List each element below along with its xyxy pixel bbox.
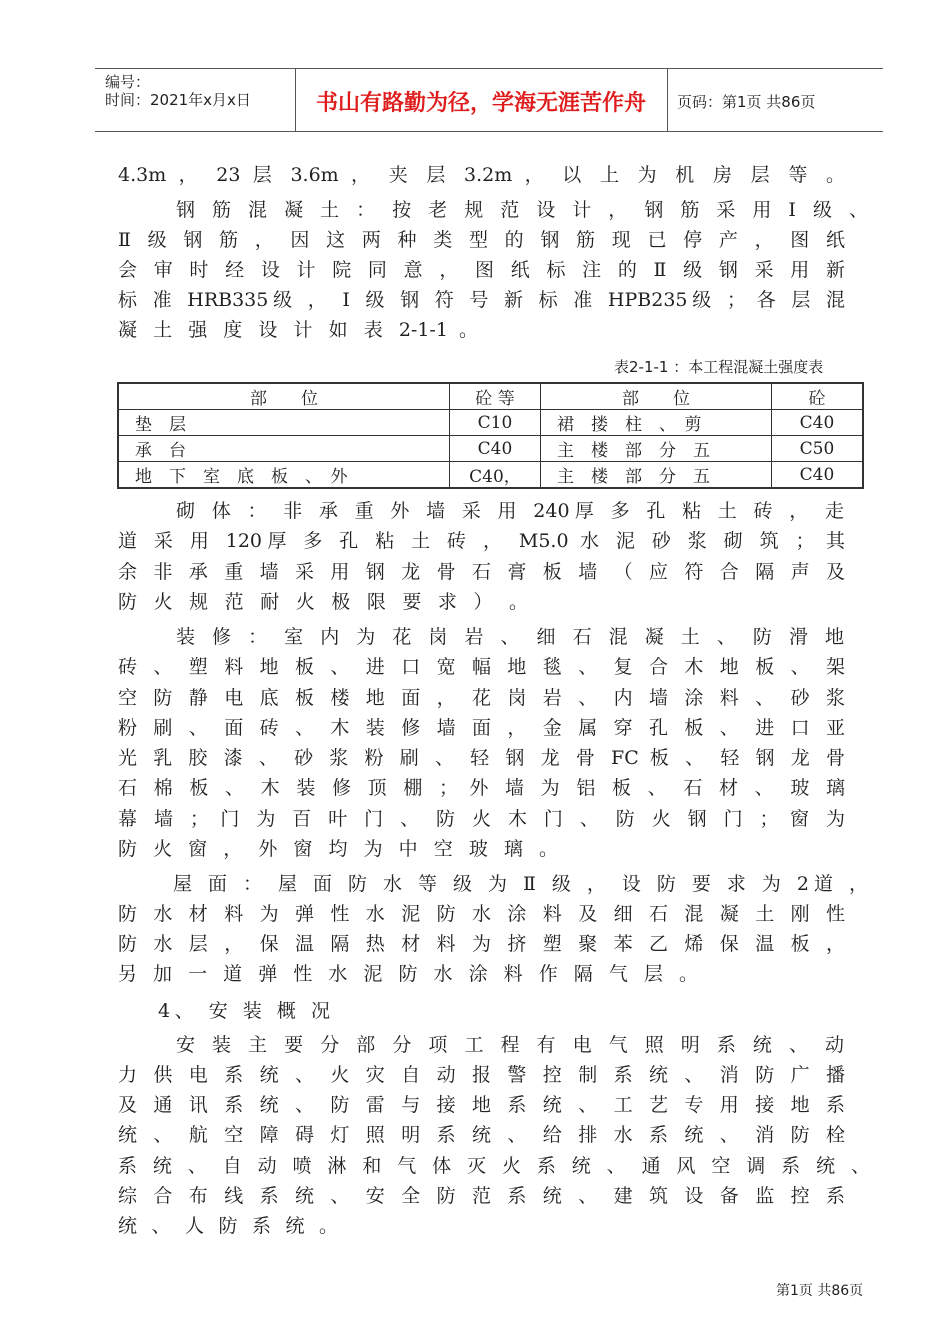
body-line: 防 火 窗 ， 外 窗 均 为 中 空 玻 璃 。 — [118, 838, 558, 860]
body-line: 防 水 材 料 为 弹 性 水 泥 防 水 涂 料 及 细 石 混 凝 土 刚 性 — [118, 903, 845, 925]
body-line: 另 加 一 道 弹 性 水 泥 防 水 涂 料 作 隔 气 层 。 — [118, 963, 698, 985]
header-motto: 书山有路勤为径，学海无涯苦作舟 — [315, 91, 646, 116]
table-cell: C40 — [772, 462, 864, 489]
body-line: Ⅱ 级 钢 筋 ， 因 这 两 种 类 型 的 钢 筋 现 已 停 产 ， 图 纸 — [118, 229, 845, 251]
table-caption: 表2-1-1 ：本工程混凝土强度表 — [614, 358, 824, 376]
section-heading: 4、 安 装 概 况 — [158, 1000, 330, 1022]
body-line: 凝 土 强 度 设 计 如 表 2-1-1 。 — [118, 319, 478, 341]
body-line: 石 棉 板 、 木 装 修 顶 棚 ； 外 墙 为 铝 板 、 石 材 、 玻 璃 — [118, 777, 845, 799]
body-line: 防 水 层 ， 保 温 隔 热 材 料 为 挤 塑 聚 苯 乙 烯 保 温 板 ， — [118, 933, 845, 955]
body-line: 统 、 航 空 障 碍 灯 照 明 系 统 、 给 排 水 系 统 、 消 防 栓 — [118, 1124, 845, 1146]
table-cell: C50 — [772, 436, 864, 462]
header-divider — [667, 69, 668, 131]
table-header-cell: 砼 等 — [450, 383, 541, 410]
body-line: 幕 墙 ； 门 为 百 叶 门 、 防 火 木 门 、 防 火 钢 门 ； 窗 为 — [118, 808, 845, 830]
body-line: 光 乳 胶 漆 、 砂 浆 粉 刷 、 轻 钢 龙 骨 FC 板 、 轻 钢 龙 骨 — [118, 747, 845, 769]
body-line: 余 非 承 重 墙 采 用 钢 龙 骨 石 膏 板 墙 （ 应 符 合 隔 声 及 — [118, 561, 845, 583]
table-cell: 垫 层 — [118, 410, 450, 436]
page-footer: 第1页 共86页 — [776, 1283, 864, 1299]
body-line: 钢 筋 混 凝 土 ： 按 老 规 范 设 计 ， 钢 筋 采 用 Ⅰ 级 、 — [176, 199, 868, 221]
document-number-label: 编号： — [105, 73, 151, 91]
body-line: 粉 刷 、 面 砖 、 木 装 修 墙 面 ， 金 属 穿 孔 板 、 进 口 亚 — [118, 717, 845, 739]
body-line: 标 准 HRB335级 ， Ⅰ 级 钢 符 号 新 标 准 HPB235级 ； 各 层 混 — [118, 289, 845, 311]
body-line: 统 、 人 防 系 统 。 — [118, 1215, 338, 1237]
table-cell: 裙 搂 柱 、 剪 — [541, 410, 772, 436]
table-cell: 主 楼 部 分 五 — [541, 436, 772, 462]
body-line: 及 通 讯 系 统 、 防 雷 与 接 地 系 统 、 工 艺 专 用 接 地 系 — [118, 1094, 845, 1116]
body-line: 砌 体 ： 非 承 重 外 墙 采 用 240厚 多 孔 粘 土 砖 ， 走 — [176, 500, 844, 522]
body-line: 综 合 布 线 系 统 、 安 全 防 范 系 统 、 建 筑 设 备 监 控 系 — [118, 1185, 845, 1207]
header-page-label: 页码：第1页 共86页 — [677, 93, 816, 111]
concrete-strength-table — [117, 382, 864, 489]
document-time-label: 时间：2021年x月x日 — [105, 91, 251, 109]
body-line: 空 防 静 电 底 板 楼 地 面 ， 花 岗 岩 、 内 墙 涂 料 、 砂 浆 — [118, 687, 845, 709]
table-cell: C40， — [450, 462, 541, 489]
table-header-cell: 部 位 — [118, 383, 450, 410]
table-cell: C40 — [450, 436, 541, 462]
body-line: 屋 面 ： 屋 面 防 水 等 级 为 Ⅱ 级 ， 设 防 要 求 为 2道 ， — [173, 873, 868, 895]
body-line: 系 统 、 自 动 喷 淋 和 气 体 灭 火 系 统 、 通 风 空 调 系 统 、 — [118, 1155, 870, 1177]
body-line: 防 火 规 范 耐 火 极 限 要 求 ） 。 — [118, 591, 528, 613]
body-line: 力 供 电 系 统 、 火 灾 自 动 报 警 控 制 系 统 、 消 防 广 播 — [118, 1064, 845, 1086]
table-row — [118, 436, 863, 462]
page-header — [95, 68, 883, 132]
body-line: 安 装 主 要 分 部 分 项 工 程 有 电 气 照 明 系 统 、 动 — [176, 1034, 844, 1056]
table-row — [118, 410, 863, 436]
body-line: 道 采 用 120厚 多 孔 粘 土 砖 ， M5.0 水 泥 砂 浆 砌 筑 ； 其 — [118, 530, 845, 552]
table-header-row — [118, 383, 863, 410]
body-line: 装 修 ： 室 内 为 花 岗 岩 、 细 石 混 凝 土 、 防 滑 地 — [176, 626, 844, 648]
table-cell: C10 — [450, 410, 541, 436]
table-cell: C40 — [772, 410, 864, 436]
table-header-cell: 砼 — [772, 383, 864, 410]
body-line: 4.3m ， 23 层 3.6m ， 夹 层 3.2m ， 以 上 为 机 房 层 等 。 — [118, 164, 845, 186]
table-cell: 主 楼 部 分 五 — [541, 462, 772, 489]
body-line: 砖 、 塑 料 地 板 、 进 口 宽 幅 地 毯 、 复 合 木 地 板 、 架 — [118, 656, 845, 678]
body-line: 会 审 时 经 设 计 院 同 意 ， 图 纸 标 注 的 Ⅱ 级 钢 采 用 新 — [118, 259, 845, 281]
table-cell: 地 下 室 底 板 、 外 — [118, 462, 450, 489]
table-header-cell: 部 位 — [541, 383, 772, 410]
table-cell: 承 台 — [118, 436, 450, 462]
table-row — [118, 462, 863, 489]
